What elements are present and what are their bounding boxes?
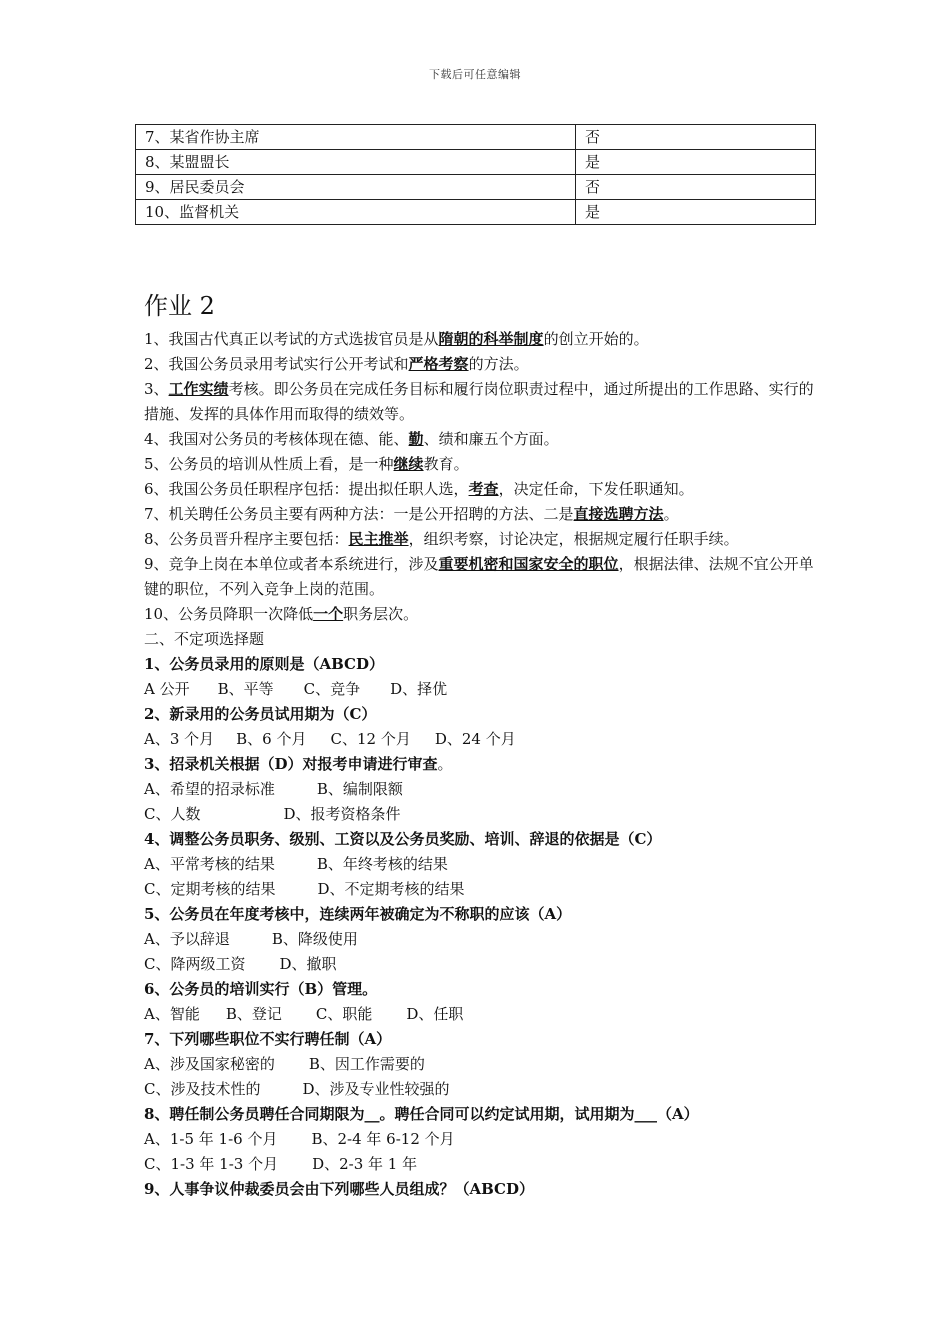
option: A、平常考核的结果 (144, 855, 275, 873)
option: D、择优 (390, 680, 448, 698)
mc-question: 4、调整公务员职务、级别、工资以及公务员奖励、培训、辞退的依据是（C） (144, 830, 662, 848)
document-body (144, 327, 814, 1202)
fill-question-8: 8、公务员晋升程序主要包括：民主推举，组织考察，讨论决定，根据规定履行任职手续。 (144, 530, 739, 548)
mc-options (144, 1152, 814, 1177)
table-cell-value: 否 (576, 175, 816, 200)
answer-blank: 隋朝的科举制度 (438, 330, 544, 348)
fill-question-5: 5、公务员的培训从性质上看，是一种继续教育。 (144, 455, 469, 473)
answer-table (135, 124, 816, 225)
fill-question-1: 1、我国古代真正以考试的方式选拔官员是从隋朝的科举制度的创立开始的。 (144, 330, 649, 348)
mc-question: 5、公务员在年度考核中，连续两年被确定为不称职的应该（A） (144, 905, 572, 923)
table-cell-value: 是 (576, 200, 816, 225)
table-row (136, 150, 816, 175)
mc-options (144, 1077, 814, 1102)
mc-question: 2、新录用的公务员试用期为（C） (144, 705, 377, 723)
option: A、1-5 年 1-6 个月 (144, 1130, 278, 1148)
table-cell-item: 10、监督机关 (136, 200, 576, 225)
table-row (136, 200, 816, 225)
option: A、涉及国家秘密的 (144, 1055, 275, 1073)
fill-question-7: 7、机关聘任公务员主要有两种方法：一是公开招聘的方法、二是直接选聘方法。 (144, 505, 679, 523)
option: D、24 个月 (434, 730, 516, 748)
mc-options (144, 927, 814, 952)
section-heading: 二、不定项选择题 (144, 630, 265, 648)
option: D、2-3 年 1 年 (312, 1155, 418, 1173)
answer-blank: 继续 (393, 455, 424, 473)
answer-blank: 工作实绩 (168, 380, 229, 398)
table-row (136, 175, 816, 200)
option: B、登记 (225, 1005, 282, 1023)
answer-blank: 勤 (408, 430, 424, 448)
fill-question-4: 4、我国对公务员的考核体现在德、能、勤、绩和廉五个方面。 (144, 430, 559, 448)
option: B、编制限额 (316, 780, 403, 798)
answer-blank: 民主推举 (348, 530, 409, 548)
option: B、2-4 年 6-12 个月 (311, 1130, 455, 1148)
option: A 公开 (144, 680, 190, 698)
option: C、1-3 年 1-3 个月 (144, 1155, 279, 1173)
fill-question-6: 6、我国公务员任职程序包括：提出拟任职人选，考查，决定任命，下发任职通知。 (144, 480, 694, 498)
mc-options (144, 677, 814, 702)
fill-question-2: 2、我国公务员录用考试实行公开考试和严格考察的方法。 (144, 355, 529, 373)
mc-question: 1、公务员录用的原则是（ABCD） (144, 655, 384, 673)
option: A、予以辞退 (144, 930, 230, 948)
answer-blank: 重要机密和国家安全的职位 (438, 555, 619, 573)
answer-blank: 严格考察 (408, 355, 469, 373)
option: A、智能 (144, 1005, 200, 1023)
option: D、不定期考核的结果 (317, 880, 465, 898)
mc-options (144, 952, 814, 977)
option: C、职能 (315, 1005, 373, 1023)
option: D、任职 (406, 1005, 464, 1023)
mc-question: 3、招录机关根据（D）对报考申请进行审查 (144, 755, 438, 773)
option: B、降级使用 (271, 930, 358, 948)
table-cell-item: 8、某盟盟长 (136, 150, 576, 175)
answer-blank: 直接选聘方法 (573, 505, 664, 523)
table-cell-value: 是 (576, 150, 816, 175)
answer-blank: 考查 (468, 480, 499, 498)
mc-question: 8、聘任制公务员聘任合同期限为__。聘任合同可以约定试用期，试用期为___（A） (144, 1105, 699, 1123)
option: C、降两级工资 (144, 955, 246, 973)
option: B、6 个月 (236, 730, 307, 748)
option: C、人数 (144, 805, 201, 823)
mc-options (144, 877, 814, 902)
option: D、撤职 (279, 955, 337, 973)
table-cell-item: 7、某省作协主席 (136, 125, 576, 150)
option: B、年终考核的结果 (316, 855, 448, 873)
mc-options (144, 727, 814, 752)
option: C、定期考核的结果 (144, 880, 276, 898)
page-header: 下载后可任意编辑 (429, 68, 521, 81)
fill-question-3: 3、工作实绩考核。即公务员在完成任务目标和履行岗位职责过程中，通过所提出的工作思路、实行的措施、发挥的具体作用而取得的绩效等。 (144, 380, 814, 423)
mc-options (144, 1052, 814, 1077)
mc-options (144, 852, 814, 877)
option: D、涉及专业性较强的 (302, 1080, 450, 1098)
option: A、希望的招录标准 (144, 780, 275, 798)
option: C、涉及技术性的 (144, 1080, 261, 1098)
fill-question-10: 10、公务员降职一次降低一个职务层次。 (144, 605, 419, 623)
table-cell-item: 9、居民委员会 (136, 175, 576, 200)
option: C、竞争 (303, 680, 361, 698)
mc-options (144, 802, 814, 827)
mc-question-line: 3、招录机关根据（D）对报考申请进行审查。 (144, 755, 453, 773)
answer-blank: 一个 (313, 605, 344, 623)
option: B、因工作需要的 (308, 1055, 425, 1073)
mc-question: 6、公务员的培训实行（B）管理。 (144, 980, 378, 998)
option: B、平等 (217, 680, 274, 698)
section-title: 作业 2 (144, 292, 215, 320)
option: A、3 个月 (144, 730, 215, 748)
mc-options (144, 1127, 814, 1152)
fill-question-9: 9、竞争上岗在本单位或者本系统进行，涉及重要机密和国家安全的职位，根据法律、法规不宜公开单键的职位，不列入竞争上岗的范围。 (144, 555, 814, 598)
option: D、报考资格条件 (283, 805, 401, 823)
option: C、12 个月 (330, 730, 411, 748)
mc-options (144, 777, 814, 802)
mc-question: 9、人事争议仲裁委员会由下列哪些人员组成？（ABCD） (144, 1180, 534, 1198)
table-row (136, 125, 816, 150)
table-cell-value: 否 (576, 125, 816, 150)
mc-options (144, 1002, 814, 1027)
mc-question: 7、下列哪些职位不实行聘任制（A） (144, 1030, 392, 1048)
